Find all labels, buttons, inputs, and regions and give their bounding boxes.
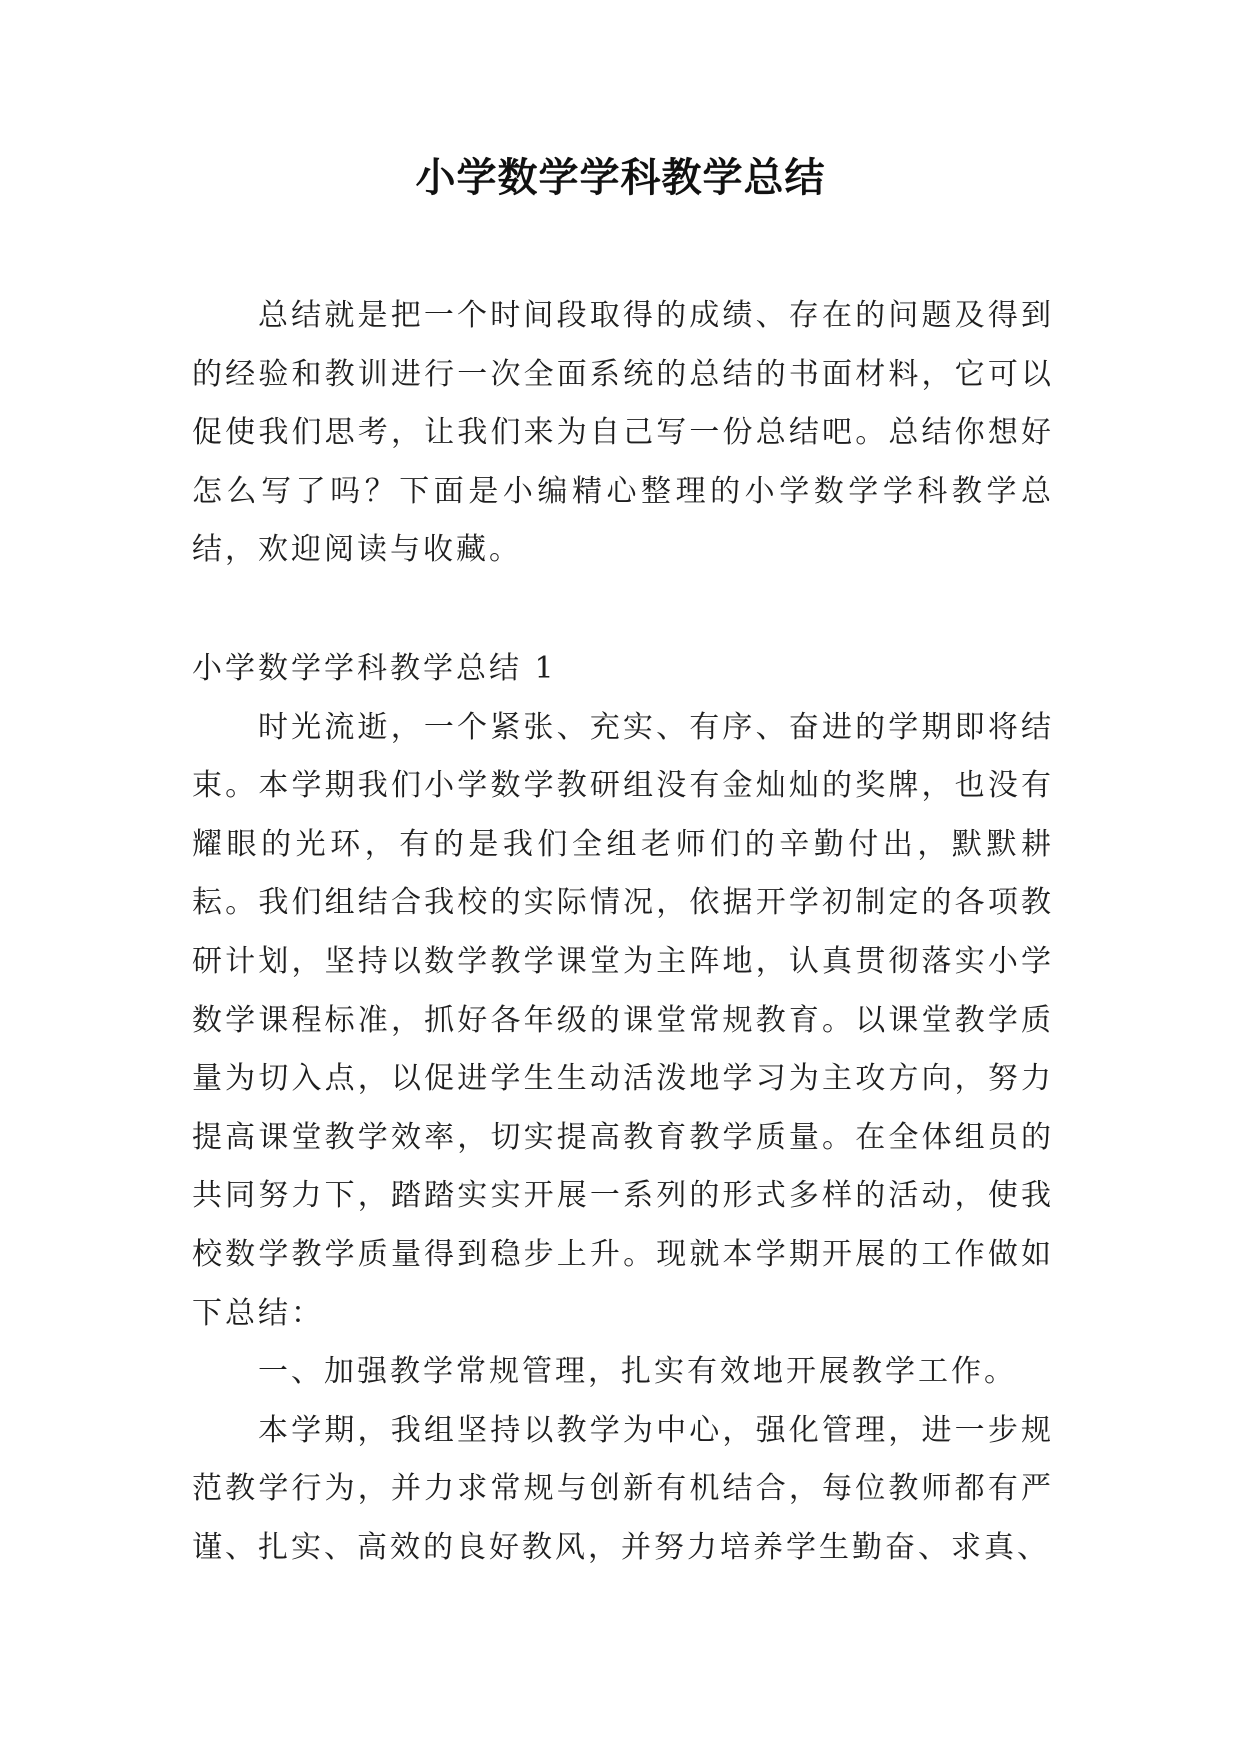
intro-paragraph: 总结就是把一个时间段取得的成绩、存在的问题及得到的经验和教训进行一次全面系统的总结的书面材料，它可以促使我们思考，让我们来为自己写一份总结吧。总结你想好怎么写了吗？下面是小编精心整理的小学数学学科教学总结，欢迎阅读与收藏。	[192, 298, 1054, 568]
document-title: 小学数学学科教学总结	[415, 155, 826, 201]
body-paragraph-3: 本学期，我组坚持以教学为中心，强化管理，进一步规范教学行为，并力求常规与创新有机结合，每位教师都有严谨、扎实、高效的良好教风，并努力培养学生勤奋、求真、	[192, 1412, 1054, 1565]
body-paragraph-1: 时光流逝，一个紧张、充实、有序、奋进的学期即将结束。本学期我们小学数学教研组没有金灿灿的奖牌，也没有耀眼的光环，有的是我们全组老师们的辛勤付出，默默耕耘。我们组结合我校的实际情况，依据开学初制定的各项教研计划，坚持以数学教学课堂为主阵地，认真贯彻落实小学数学课程标准，抓好各年级的课堂常规教育。以课堂教学质量为切入点，以促进学生生动活泼地学习为主攻方向，努力提高课堂教学效率，切实提高教育教学质量。在全体组员的共同努力下，踏踏实实开展一系列的形式多样的活动，使我校数学教学质量得到稳步上升。现就本学期开展的工作做如下总结：	[192, 709, 1054, 1331]
document-body	[192, 287, 1054, 1577]
body-paragraph-2: 一、加强教学常规管理，扎实有效地开展教学工作。	[258, 1354, 1017, 1390]
section-heading: 小学数学学科教学总结 1	[192, 650, 557, 686]
